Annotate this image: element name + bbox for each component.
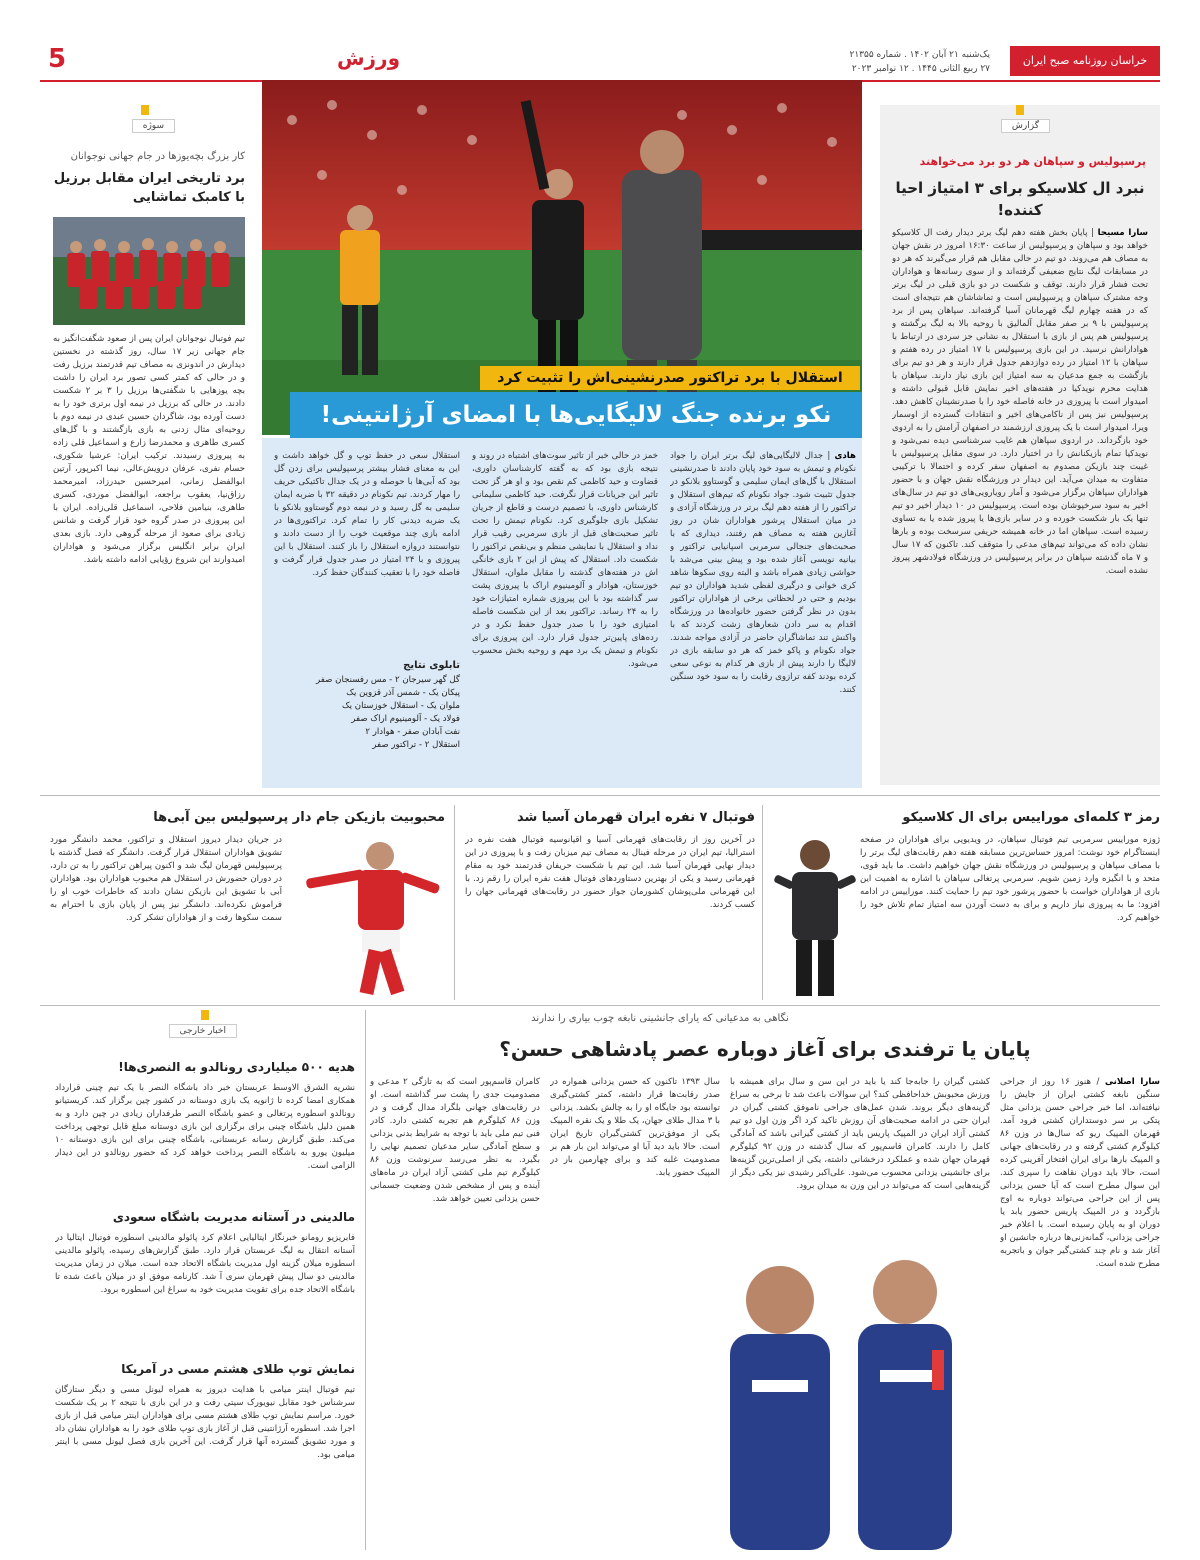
bottom-kicker: نگاهی به مدعیانی که یارای جانشینی نابغه چوب بیاری را ندارند <box>531 1013 789 1024</box>
masthead <box>40 40 1160 82</box>
report-byline: سارا مسیحا <box>1097 228 1148 238</box>
result-item: ملوان یک - استقلال خوزستان یک <box>341 701 460 711</box>
hero-column-3: استقلال سعی در حفظ توپ و گل خواهد داشت و این به معنای فشار بیشتر پرسپولیس برای زدن گل بود که آبی‌ها با حوصله و در یک جدال تاکتیکی حریف را مهار کردند. تیم نکونام در دقیقه ۳۲ با ضربه ایمان سلیمی به گل رسید و در نیمه دوم گوستاوو بلانکو با یک ضربه دیدنی کار را تمام کرد. تراکتوری‌ها در ادامه بازی چند موقعیت خوب را از دست دادند و نتوانستند دروازه استقلال را باز کنند. استقلال با این پیروزی و با ۲۴ امتیاز در صدر جدول قرار گرفت و فاصله خود را با تعقیب کنندگان حفظ کرد. <box>274 451 460 578</box>
result-item: پیکان یک - شمس آذر قزوین یک <box>346 688 460 698</box>
newspaper-logo: خراسان روزنامه صبح ایران <box>1010 46 1160 76</box>
date-line-2: ۲۷ ربیع الثانی ۱۴۴۵ . ۱۲ نوامبر ۲۰۲۳ <box>851 64 990 74</box>
bottom-column-2: کشتی گیران را جابه‌جا کند یا باید در این سن و سال برای همیشه با ورزش محبوبش خداحافظی کند؟ این سوالات باعث شد تا برخی به سراغ گزینه‌های دیگر بروند. شدن عمل‌های جراحی ناموفق کشتی گیران در ایران حتی در ادامه صحبت‌های آن روزش تاکید کرد اگر وزن اول دو تیم کشتی آزاد ایران در المپیک پاریس باید از کشتی گیرانی باشد که آمادگی کامل را دارند. کامران قاسم‌پور که سال گذشته در وزن ۹۲ کیلوگرم قهرمان جهان شده و عملکرد درخشانی داشته، یکی از اصلی‌ترین گزینه‌ها برای جانشینی یزدانی محسوب می‌شود. علی‌اکبر رشیدی نیز یکی دیگر از گزینه‌هایی است که می‌تواند در این وزن به میدان برود. <box>730 1077 990 1191</box>
page-number: 5 <box>48 44 67 74</box>
foreign-body: نشریه الشرق الاوسط عربستان خبر داد باشگاه النصر با یک تیم چینی قرارداد همکاری امضا کرده تا ژانویه یک بازی دوستانه در کشور چین برگزار کند. کریستیانو رونالدو اسطوره پرتغالی و عضو باشگاه النصر طرفداران زیادی در چین دارد و به همین دلیل باشگاه چینی برای برگزاری این بازی دوستانه مبلغ قابل توجهی پرداخت می‌کند. طبق گزارش رسانه عربستانی، باشگاه چینی برای این بازی دوستانه ۱۰ میلیون یورو به باشگاه النصر پرداخت خواهد کرد که حضور رونالدو در این دیدار الزامی است. <box>55 1083 355 1171</box>
result-item: گل گهر سیرجان ۲ - مس رفسنجان صفر <box>316 675 460 685</box>
foreign-headline: نمایش توپ طلای هشتم مسی در آمریکا <box>121 1362 355 1376</box>
section-title: ورزش <box>336 46 400 70</box>
results-table <box>274 660 460 752</box>
foreign-body: تیم فوتبال اینتر میامی با هدایت دیروز به همراه لیونل مسی و دیگر ستارگان سرشناس خود مقابل نیویورک سیتی رفت و در این بازی با نتیجه ۲ بر یک شکست خورد. مراسم نمایش توپ طلای هشتم مسی برای هواداران اینتر میامی قبل از بازی اجرا شد. اسطوره آرژانتینی قبل از آغاز بازی توپ طلای خود را به هواداران نشان داد و مورد تشویق گسترده آنها قرار گرفت. این آخرین بازی فصل لیونل مسی با اینتر میامی بود. <box>55 1385 355 1460</box>
section-divider <box>40 1005 1160 1006</box>
report-kicker: پرسپولیس و سپاهان هر دو برد می‌خواهند <box>919 155 1146 168</box>
sooreh-body: تیم فوتبال نوجوانان ایران پس از صعود شگفت‌انگیز به جام جهانی زیر ۱۷ سال، روز گذشته در نخستین دیدارش در اندونزی به مصاف تیم قدرتمند برزیل رفت و در حالی که کمتر کسی تصور برد ایران را داشت بچه یوزهایی با شگفتی‌ها برزیل را ۳ بر ۲ شکست دادند. در حالی که برزیل در نیمه اول برتری خود را به دست آورده بود، شاگردان حسین عبدی در نیمه دوم با روحیه‌ای مثال زدنی به بازی بازگشتند و با گل‌های کسری طاهری و محمدرضا زارع و اسماعیل قلی زاده به پیروزی رسیدند. ترکیب ایران: عرشیا شکوری، حسام نفری، عرفان درویش‌عالی، نیما اکبرپور، آرتین ابوالفضل زمانی، امیرحسین حیدرزاد، امیرمحمد رزاق‌نیا، یعقوب براجعه، ابوالفضل موردی، کسری طاهری، بنیامین فلاحی، اسماعیل قلی‌زاده. ایران با این پیروزی در صدر گروه خود قرار گرفت و شانس زیادی برای صعود از مرحله گروهی دارد. بازی بعدی ایران برابر انگلیس برگزار می‌شود و هواداران امیدوارند این شروع رؤیایی ادامه داشته باشد. <box>53 334 245 565</box>
result-item: استقلال ۲ - تراکتور صفر <box>372 740 460 750</box>
bottom-column-3: کامران قاسم‌پور است که به تازگی ۲ مدعی و مصدومیت جدی را پشت سر گذاشته است. او در رقابت‌های جهانی بلگراد مدال گرفت و در وزن ۸۶ کیلوگرم هم تجربه کشتی دارد. کادر فنی تیم ملی باید با توجه به شرایط بدنی یزدانی و سطح آمادگی سایر مدعیان تصمیم نهایی را بگیرد. به نظر می‌رسد سرنوشت وزن ۸۶ کیلوگرم تیم ملی کشتی آزاد ایران در ماه‌های آینده و پس از مشخص شدن وضعیت جسمانی حسن یزدانی تعیین خواهد شد. <box>370 1077 540 1204</box>
column-divider <box>454 805 455 1000</box>
hero-column-1-text: | جدال لالیگایی‌های لیگ برتر ایران را جواد نکونام و تیمش به سود خود پایان دادند تا صدرنشینی استقلال با گل‌های ایمان سلیمی و گوستاوو بلانکو در جدول تثبیت شود. جواد نکونام که تیم‌های استقلال و تراکتور را از هفته دهم لیگ برتر در ورزشگاه آزادی و در میان استقلال پرشور هواداران شان در روز آغازین هفته به مصاف هم رفتند، دیداری که با صحبت‌های جنجالی سرمربی اسپانیایی تراکتور و بیانیه نویسی آغاز شده بود و پیش بینی می‌شد با حواشی زیادی همراه باشد و البته روی سکوها شاهد کری خوانی و درگیری لفظی شدید هواداران دو تیم بودیم و حتی در لحظاتی برخی از هواداران تراکتور بدون در نظر گرفتن حضور خانواده‌ها در ورزشگاه اقدام به سر دادن شعارهای زشت کردند که با واکنش تند تماشاگران حاضر در آزادی مواجه شدند. جواد نکونام و پاکو خمز که هر دو سابقه بازی در لالیگا را دارند پیش از بازی هر کدام به نوعی سعی کرده بودند کفه ترازوی رقابت را به سود خود سنگین کنند. <box>670 451 856 695</box>
foreign-tag: اخبار خارجی <box>169 1024 237 1038</box>
band-headline: رمز ۳ کلمه‌ای موراییس برای ال کلاسیکو <box>902 810 1160 825</box>
sooreh-headline: برد تاریخی ایران مقابل برزیل با کامبک تماشایی <box>53 171 245 205</box>
report-body-text: | پایان بخش هفته دهم لیگ برتر دیدار رفت ال کلاسیکو خواهد بود و سپاهان و پرسپولیس از ساعت ۱۶:۳۰ امروز در نقش جهان به مصاف هم می‌روند. دو تیم در حالی مقابل هم قرار می‌گیرند که هر دو در مسابقات لیگ نتایج ضعیفی گرفته‌اند و از سوی رسانه‌ها و هواداران تحت فشار قرار دارند. توقف و شکست در دو بازی قبلی در لیگ برتر وجه مشترک سپاهان و پرسپولیس است و تماشاشان هم نتیجه‌ای است که در هفته چهارم لیگ قهرمانان آسیا گرفته‌اند. سپاهان پس از برد پرسپولیس با ۹ بر صفر مقابل آلمالیق با روحیه بالا به لیگ برگشته و پرسپولیس هم پس از بازی با استقلال به نشانی جز سردی در ارتباط با هوادارانش نرسید. در این بازی پرسپولیس با ۱۷ امتیاز در رده هفتم و سپاهان با ۱۲ امتیاز در رده دوازدهم جدول قرار دارند و هر دو تیم برای بازگشت به جمع مدعیان به سه امتیاز این بازی نیاز دارند. سپاهان با هدایت محرم نویدکیا در هفته‌های اخیر نمایش قابل قبولی داشته و امیدوار است با پیروزی در خانه فاصله خود را با صدرنشینان کاهش دهد. پرسپولیس نیز پس از ناکامی‌های اخیر و انتقادات گسترده از اوسمار ویرا، امیدوار است با یک پیروزی ارزشمند در اصفهان آرامش را به اردوی خود بازگرداند. در اردوی سپاهان هم غایب سرشناسی دیده نمی‌شود و نویدکیا تمام بازیکنانش را در اختیار دارد. در سوی مقابل پرسپولیس با غیبت چند بازیکن مصدوم به اصفهان سفر کرده و احتمالا با ترکیبی متفاوت به میدان می‌آید. این دیدار در ورزشگاه نقش جهان و با حضور هواداران سپاهان برگزار می‌شود و آمار رویارویی‌های دو تیم در سال‌های اخیر به سود سرخپوشان بوده است. پرسپولیس در ۱۰ دیدار اخیر دو تیم تنها یک بار شکست خورده و در سایر بازی‌ها یا پیروز شده یا به تساوی رسیده است. سپاهان اما در خانه همیشه حریفی سرسخت بوده و بارها نشان داده که می‌تواند تیم‌های مدعی را متوقف کند. تاکنون که ۱۷ سال و ۷ ماه گذشته سپاهان در برابر پرسپولیس در ورزشگاه فولادشهر پیروز نشده است. <box>892 228 1148 576</box>
coach-photo <box>770 830 860 1000</box>
tag-marker <box>201 1010 209 1020</box>
bottom-column-4: سال ۱۳۹۳ تاکنون که حسن یزدانی همواره در صدر رقابت‌ها قرار داشته، کمتر کشتی‌گیری توانسته بود جایگاه او را به چالش بکشد. یزدانی با ۳ مدال طلای جهان، یک طلا و یک نقره المپیک یکی از موفق‌ترین کشتی‌گیران تاریخ ایران است. حالا باید دید آیا او می‌تواند این بار هم بر مصدومیت غلبه کند و برای چهارمین بار در المپیک حضور یابد. <box>550 1077 720 1178</box>
band-body: ژوزه موراییس سرمربی تیم فوتبال سپاهان، در ویدیویی برای هواداران در صفحه اینستاگرام خود نوشت: امروز حساس‌ترین مسابقه هفته دهم رقابت‌های لیگ برتر را با مصاف سپاهان و پرسپولیس در ورزشگاه نقش جهان خواهیم داشت. ما باید قوی، متحد و با انگیزه وارد زمین شویم. سرمربی پرتغالی سپاهان با اشاره به اهمیت این بازی از هواداران خواست با حضور پرشور خود تیم را حمایت کنند. موراییس در ادامه افزود: ما به پیروزی نیاز داریم و برای به دست آوردن سه امتیاز تمام تلاش خود را خواهیم کرد. <box>860 835 1160 923</box>
date-line-1: یک‌شنبه ۲۱ آبان ۱۴۰۲ . شماره ۲۱۳۵۵ <box>849 50 990 60</box>
sooreh-column <box>40 105 245 795</box>
report-body <box>892 227 1148 777</box>
hero-byline: هادی <box>834 451 856 461</box>
results-table-title: تابلوی نتایج <box>403 660 460 671</box>
band-headline: محبوبیت بازیکن جام دار پرسپولیس بین آبی‌ها <box>153 810 445 825</box>
sooreh-tag: سوژه <box>132 119 175 133</box>
result-item: نفت آبادان صفر - هوادار ۲ <box>365 727 460 737</box>
foreign-news-column <box>40 1010 355 1550</box>
foreign-headline: مالدینی در آستانه مدیریت باشگاه سعودی <box>112 1210 355 1224</box>
hero-column-1 <box>670 450 856 780</box>
column-divider <box>762 805 763 1000</box>
report-column <box>880 105 1160 785</box>
wrestlers-photo <box>700 1230 990 1550</box>
band-headline: فوتبال ۷ نفره ایران قهرمان آسیا شد <box>516 810 755 825</box>
foreign-body: فابریزیو رومانو خبرنگار ایتالیایی اعلام کرد پائولو مالدینی اسطوره فوتبال ایتالیا در آستانه انتقال به لیگ عربستان قرار دارد. طبق گزارش‌های رسیده، پائولو مالدینی اسطوره میلان گزینه اول مدیریت باشگاه الاتحاد جده است. میلان در زمان مدیریت مالدینی دو سال پیش قهرمان سری آ شد. کارنامه موفق او در میلان باعث شده تا باشگاه الاتحاد جده برای تقویت مدیریت خود به سراغ این اسطوره برود. <box>55 1233 355 1295</box>
result-item: فولاد یک - آلومینیوم اراک صفر <box>351 714 460 724</box>
hero-kicker: استقلال با برد تراکتور صدرنشینی‌اش را تثبیت کرد <box>480 366 860 390</box>
bottom-byline: سارا اصلانی <box>1104 1077 1160 1087</box>
results-list <box>274 674 460 752</box>
report-tag: گزارش <box>1001 119 1050 133</box>
tag-marker <box>1016 105 1024 115</box>
date-line <box>780 48 990 76</box>
sooreh-kicker: کار بزرگ بچه‌یوزها در جام جهانی نوجوانان <box>70 151 245 162</box>
band-body: در جریان دیدار دیروز استقلال و تراکتور، محمد دانشگر مورد تشویق هواداران استقلال قرار گرفت. دانشگر که فصل گذشته با پرسپولیس قهرمان لیگ شد و اکنون پیراهن تراکتور را به تن دارد، در دوران حضورش در استقلال هم محبوب هواداران بود. هواداران آبی با تشویق این بازیکن نشان دادند که خاطرات خوب او را فراموش نکرده‌اند. دانشگر نیز پس از پایان بازی با احترام به سمت سکوها رفت و از هواداران تشکر کرد. <box>50 835 282 923</box>
bottom-column-1 <box>1000 1076 1160 1546</box>
tag-marker <box>141 105 149 115</box>
team-photo <box>53 217 245 325</box>
bottom-column-1-text: / هنوز ۱۶ روز از جراحی سنگین نابغه کشتی ایران از جایش را نیافته‌اند، اما خبر جراحی حسن یزدانی مثل پتکی بر سر دوستداران کشتی فرود آمد. قهرمان المپیک ریو که سال‌ها در وزن ۸۶ کیلوگرم کشتی گرفته و در رقابت‌های جهانی و المپیک بارها برای ایران افتخار آفرینی کرده است، حالا باید دوران نقاهت را سپری کند. این سوال مطرح است که آیا حسن یزدانی پس از این جراحی می‌تواند دوباره به اوج بازگردد و در المپیک پاریس حضور یابد یا دوران او به پایان رسیده است. با اعلام خبر جراحی یزدانی، گمانه‌زنی‌ها درباره جانشین او آغاز شد و نام چند کشتی‌گیر جوان و باتجربه مطرح شده است. <box>1000 1077 1160 1269</box>
section-divider <box>40 795 1160 796</box>
report-headline: نبرد ال کلاسیکو برای ۳ امتیاز احیا کننده! <box>895 179 1145 219</box>
bottom-headline: پایان یا ترفندی برای آغاز دوباره عصر پادشاهی حسن؟ <box>499 1037 1031 1061</box>
band-body: در آخرین روز از رقابت‌های قهرمانی آسیا و اقیانوسیه فوتبال هفت نفره در استرالیا، تیم ایران در مرحله فینال به مصاف تیم میزبان رفت و با پیروزی در این دیدار نهایی قهرمان آسیا شد. این تیم با شکست حریفان قدرتمند خود به مقام قهرمانی رسید و یکی از بهترین دستاوردهای فوتبال هفت نفره ایران را رقم زد. با این قهرمانی ملی‌پوشان کشورمان جواز حضور در رقابت‌های قهرمانی جهان را کسب کردند. <box>465 835 755 910</box>
column-divider <box>365 1010 366 1550</box>
hero-column-2: خمز در حالی خبر از تاثیر سوت‌های اشتباه در روند و نتیجه بازی بود که به گفته کارشناسان داوری، قضاوت و حید کاظمی کم نقص بود و او هر گز تحت تاثیر این جریانات قرار نگرفت. حید کاظمی سلیمانی کارشناس داوری، با تصمیم درست و قاطع از جریان تشکیل بازی جلوگیری کرد. نکونام تیمش را تحت تاثیر صحبت‌های قبل از بازی سرمربی رقیب قرار نداد و استقلال با نمایشی منظم و بی‌نقص تراکتور را شکست داد. استقلال که پیش از این ۲ بازی خانگی اش در هفته‌های گذشته را مقابل ملوان، استقلال خوزستان، هوادار و آلومینیوم اراک با پیروزی پشت سر گذاشته بود با این پیروزی شماره امتیازات خود را به ۲۴ رساند. تراکتور بعد از این شکست فاصله امتیازی خود را با صدر جدول حفظ نکرد و در رده‌های پایین‌تر جدول قرار دارد. این پیروزی برای نکونام و تیمش یک برد مهم و روحیه بخش محسوب می‌شود. <box>472 451 658 669</box>
player-photo <box>288 834 448 999</box>
hero-headline: نکو برنده جنگ لالیگایی‌ها با امضای آرژانتینی! <box>290 392 862 438</box>
foreign-headline: هدیه ۵۰۰ میلیاردی رونالدو به النصری‌ها! <box>118 1060 355 1074</box>
